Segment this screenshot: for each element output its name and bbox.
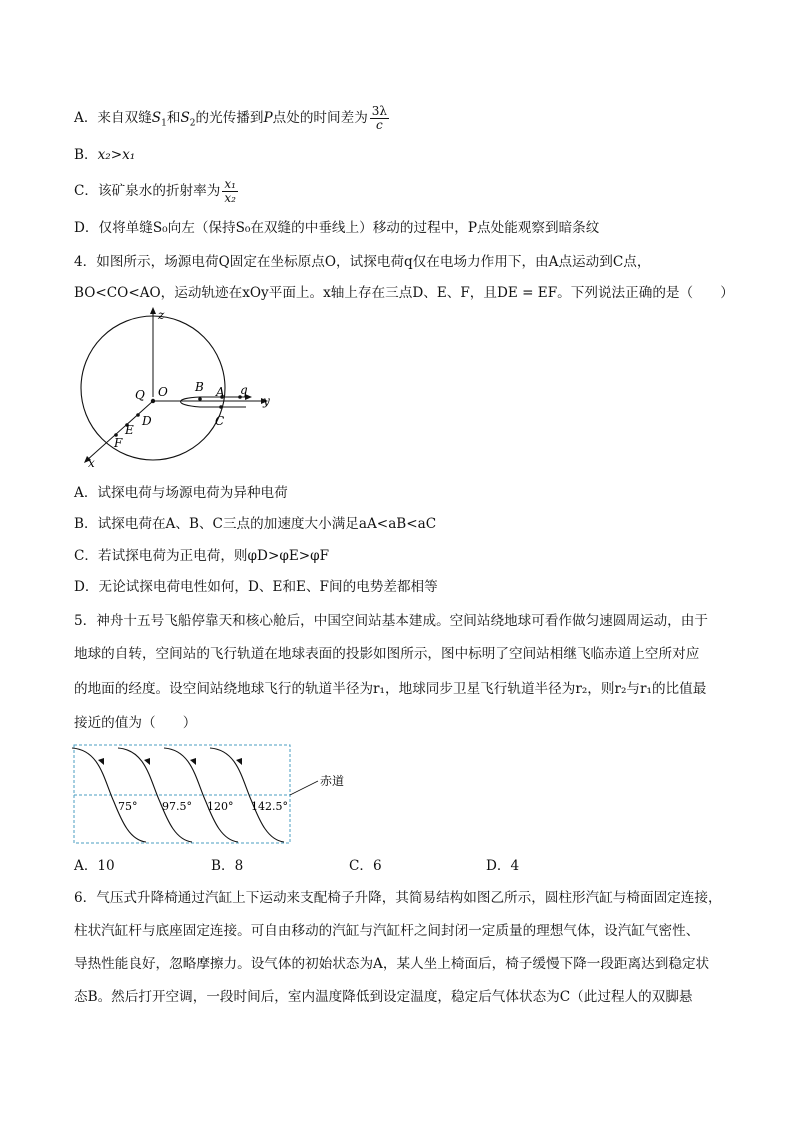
fraction-3lambda-c [370, 105, 389, 132]
q5-figure [70, 740, 360, 848]
label-q-test: q [240, 383, 248, 397]
q3-a-mid: 的光传播到 [195, 110, 264, 126]
point-o [151, 399, 155, 403]
s2-symbol: S [180, 110, 190, 126]
q3-c-prefix: C．该矿泉水的折射率为 [74, 183, 221, 199]
frac-num: 3λ [371, 104, 388, 118]
s2-sub: 2 [189, 118, 196, 129]
track-arrows [98, 758, 242, 765]
label-d: D [142, 414, 152, 428]
q5-stem-line3: 的地面的经度。设空间站绕地球飞行的轨道半径为r₁，地球同步卫星飞行轨道半径为r₂，则r₂与r₁的比值最 [74, 681, 707, 697]
angle-label-1: 75° [118, 800, 138, 813]
frac-den: c [376, 118, 383, 132]
q5-stem-line1: 5．神舟十五号飞船停靠天和核心舱后，中国空间站基本建成。空间站绕地球可看作做匀速圆周运动，由于 [74, 613, 708, 629]
label-e: E [125, 423, 134, 437]
y-label: y [263, 394, 270, 408]
q5-option-b: B．8 [211, 858, 244, 874]
s1-symbol: S [151, 110, 162, 126]
q3-option-a [74, 105, 391, 134]
q3-a-he: 和 [166, 110, 181, 126]
q4-option-d: D．无论试探电荷电性如何，D、E和E、F间的电势差都相等 [74, 579, 438, 595]
trajectory [181, 397, 247, 407]
z-arrow [150, 307, 156, 314]
fraction-x1-x2 [222, 178, 238, 205]
point-d [136, 413, 140, 417]
point-b [198, 397, 202, 401]
q3-option-d: D．仅将单缝S₀向左（保持S₀在双缝的中垂线上）移动的过程中，P点处能观察到暗条纹 [74, 220, 600, 236]
q4-option-c: C．若试探电荷为正电荷，则φD>φE>φF [74, 548, 330, 564]
label-f: F [114, 436, 123, 450]
point-c [219, 405, 223, 409]
frac-num: x₁ [224, 177, 236, 191]
label-b: B [195, 380, 204, 394]
q5-option-c: C．6 [349, 858, 382, 874]
map-frame [74, 745, 290, 843]
equator-pointer [290, 781, 318, 795]
q4-option-a: A．试探电荷与场源电荷为异种电荷 [74, 485, 288, 501]
q4-stem-line2: BO<CO<AO，运动轨迹在xOy平面上。x轴上存在三点D、E、F，且DE = EF。下列说法正确的是（ ） [74, 285, 734, 301]
q6-stem-line3: 导热性能良好，忽略摩擦力。设气体的初始状态为A，某人坐上椅面后，椅子缓慢下降一段距离达到稳定状 [74, 956, 710, 972]
angle-label-2: 97.5° [162, 800, 192, 813]
equator-label: 赤道 [320, 774, 345, 788]
label-q-source: Q [135, 388, 145, 402]
label-o: O [158, 385, 168, 399]
s1-sub: 1 [161, 118, 167, 129]
z-label: z [158, 308, 165, 322]
q4-figure [74, 305, 294, 475]
angle-label-4: 142.5° [251, 800, 288, 813]
q6-stem-line2: 柱状汽缸杆与底座固定连接。可自由移动的汽缸与汽缸杆之间封闭一定质量的理想气体，设汽缸气密性、 [74, 923, 700, 939]
label-a: A [216, 385, 225, 399]
q3-option-b [74, 145, 135, 165]
q5-stem-line2: 地球的自转，空间站的飞行轨道在地球表面的投影如图所示，图中标明了空间站相继飞临赤道上空所对应 [74, 646, 700, 662]
q3-b-prefix: B． [74, 147, 98, 163]
frac-den: x₂ [224, 191, 236, 205]
q5-option-d: D．4 [486, 858, 520, 874]
q6-stem-line1: 6．气压式升降椅通过汽缸上下运动来支配椅子升降，其简易结构如图乙所示，圆柱形汽缸与椅面固定连接， [74, 890, 722, 906]
q3-b-formula: x₂>x₁ [97, 147, 136, 163]
q5-option-a: A．10 [74, 858, 115, 874]
angle-label-3: 120° [207, 800, 234, 813]
q3-a-suffix: 点处的时间差为 [272, 110, 368, 126]
x-label: x [88, 456, 95, 470]
q6-stem-line4: 态B。然后打开空调，一段时间后，室内温度降低到设定温度，稳定后气体状态为C（此过程人的双脚悬 [74, 989, 693, 1005]
q3-option-c [74, 178, 240, 205]
q4-option-b: B．试探电荷在A、B、C三点的加速度大小满足aA<aB<aC [74, 516, 437, 532]
q3-a-prefix: A．来自双缝 [74, 110, 152, 126]
q4-stem-line1: 4．如图所示，场源电荷Q固定在坐标原点O，试探电荷q仅在电场力作用下，由A点运动到C点， [74, 254, 651, 270]
p-symbol: P [263, 110, 273, 126]
label-c: C [215, 414, 225, 428]
q5-stem-line4: 接近的值为（ ） [74, 715, 197, 731]
